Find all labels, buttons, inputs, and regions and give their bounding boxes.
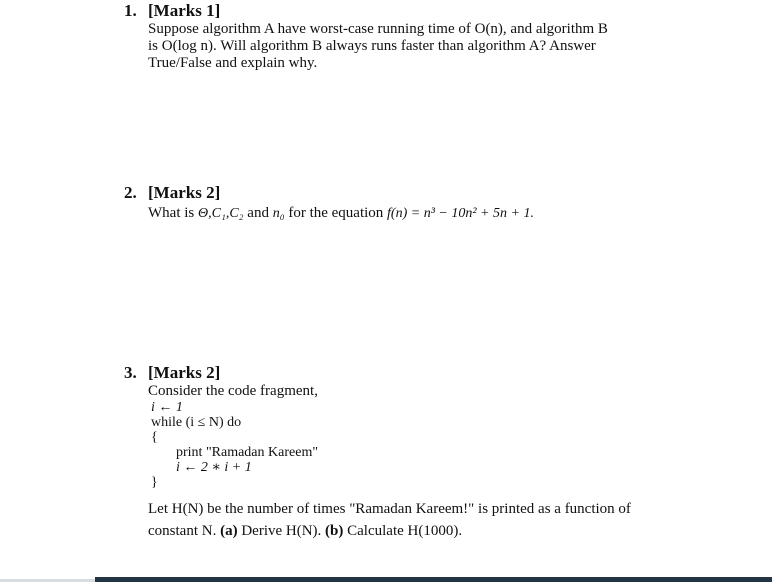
- question-1-heading: [124, 0, 684, 21]
- code-line-2: while (i ≤ N) do: [151, 415, 242, 430]
- code-line-6: }: [151, 475, 158, 490]
- question-2: [124, 182, 684, 222]
- question-2-heading: [124, 182, 684, 203]
- question-2-equation: f(n) = n³ − 10n² + 5n + 1.: [387, 206, 534, 221]
- question-2-marks: [Marks 2]: [148, 183, 221, 202]
- bottom-dark-bar: [95, 577, 772, 582]
- code-line-5: i ← 2 ∗ i + 1: [176, 460, 252, 475]
- code-line-1: i ← 1: [151, 400, 183, 415]
- task-text-c: Derive H(N).: [237, 523, 326, 539]
- question-3-task: [148, 498, 684, 542]
- task-text-a: constant N.: [148, 523, 221, 539]
- question-2-symbols: Θ,C₁,C₂: [198, 206, 244, 221]
- question-3-marks: [Marks 2]: [148, 363, 221, 382]
- question-2-body: [148, 205, 684, 222]
- question-3-body: [148, 383, 684, 542]
- question-3-intro: Consider the code fragment,: [148, 383, 318, 399]
- task-part-b-label: (b): [325, 523, 344, 539]
- question-1-line-1: Suppose algorithm A have worst-case running time of O(n), and algorithm B: [148, 21, 608, 37]
- question-1-number: 1.: [124, 1, 137, 20]
- question-3-number: 3.: [124, 363, 137, 382]
- task-text-e: Calculate H(1000).: [343, 523, 463, 539]
- question-1: [124, 0, 684, 72]
- question-2-text-before: What is: [148, 205, 198, 221]
- question-1-marks: [Marks 1]: [148, 1, 221, 20]
- question-1-line-3: True/False and explain why.: [148, 55, 318, 71]
- question-3-heading: [124, 362, 684, 383]
- question-3-task-line-1: Let H(N) be the number of times "Ramadan Kareem!" is printed as a function of: [148, 501, 631, 517]
- question-3-task-line-2: [148, 520, 684, 542]
- question-3: [124, 362, 684, 542]
- task-part-a-label: (a): [220, 523, 238, 539]
- question-1-body: [148, 21, 684, 72]
- code-line-4: print "Ramadan Kareem": [176, 445, 319, 460]
- question-2-text-and: and: [243, 205, 273, 221]
- question-2-text-equation: for the equation: [284, 205, 388, 221]
- code-line-3: {: [151, 430, 158, 445]
- question-2-number: 2.: [124, 183, 137, 202]
- code-fragment: [151, 400, 684, 490]
- question-1-line-2: is O(log n). Will algorithm B always runs faster than algorithm A? Answer: [148, 38, 596, 54]
- question-2-n0: n₀: [272, 206, 285, 221]
